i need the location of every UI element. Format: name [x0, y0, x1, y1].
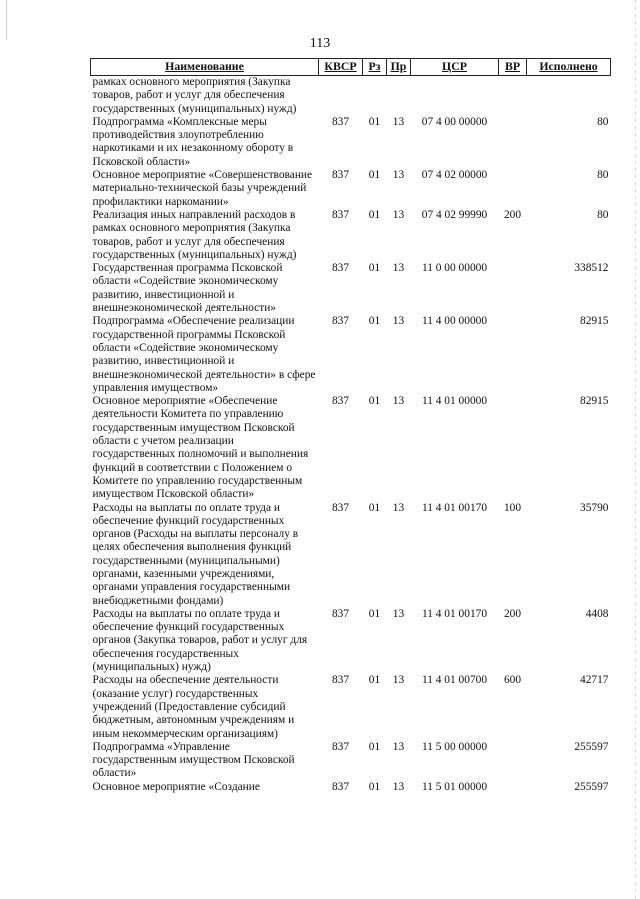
row-sum: 82915 [580, 315, 609, 328]
row-rz: 01 [368, 169, 381, 182]
row-pr: 13 [392, 208, 405, 221]
row-vr [499, 169, 527, 209]
scan-edge-right [635, 0, 636, 899]
row-sum: 4408 [585, 607, 609, 620]
row-csr: 11 0 00 00000 [421, 262, 488, 275]
row-name: Подпрограмма «Обеспечение реализации государственной программы Псковской области «Содействие экономическому развитию, инвестиционной и внешнеэкономической деятельности» в сфере управления имуществом» [92, 315, 316, 394]
row-sum: 338512 [574, 262, 609, 275]
row-pr: 13 [392, 315, 405, 328]
row-name: Подпрограмма «Комплексные меры противодействия злоупотреблению наркотиками и их незаконному обороту в Псковской области» [92, 115, 294, 168]
row-kvsr: 837 [331, 501, 350, 514]
header-sum: Исполнено [527, 59, 611, 76]
row-pr: 13 [392, 740, 405, 753]
row-vr [499, 76, 527, 116]
row-csr: 11 4 01 00000 [421, 395, 488, 408]
scan-edge-left [6, 0, 7, 40]
row-rz: 01 [368, 395, 381, 408]
header-vr: ВР [499, 59, 527, 76]
row-csr: 07 4 00 00000 [421, 115, 488, 128]
table-row [91, 674, 611, 740]
row-csr: 11 5 00 00000 [421, 740, 488, 753]
row-sum: 80 [597, 169, 609, 182]
row-pr: 13 [392, 262, 405, 275]
row-vr [499, 741, 527, 781]
row-vr: 200 [503, 607, 522, 620]
row-sum: 255597 [574, 780, 609, 793]
header-kvsr: КВСР [319, 59, 363, 76]
row-csr: 11 4 01 00170 [421, 501, 488, 514]
row-csr: 11 4 01 00170 [421, 607, 488, 620]
table-row [91, 315, 611, 395]
row-pr: 13 [392, 780, 405, 793]
row-csr: 07 4 02 99990 [421, 208, 488, 221]
row-kvsr: 837 [331, 262, 350, 275]
row-vr [499, 781, 527, 794]
row-pr: 13 [392, 395, 405, 408]
row-pr: 13 [392, 169, 405, 182]
row-vr [499, 395, 527, 501]
row-rz: 01 [368, 780, 381, 793]
row-vr [499, 262, 527, 315]
table-row [91, 262, 611, 315]
row-kvsr: 837 [331, 315, 350, 328]
row-name: Основное мероприятие «Совершенствование материально-технической базы учреждений профилактики наркомании» [92, 169, 313, 208]
row-name: Расходы на обеспечение деятельности (оказание услуг) государственных учреждений (Предоставление субсидий бюджетным, автономным учреждениям и иным некоммерческим организациям) [92, 674, 295, 740]
row-sum: 42717 [580, 674, 609, 687]
row-pr: 13 [392, 115, 405, 128]
row-kvsr: 837 [331, 607, 350, 620]
table-row [91, 395, 611, 501]
row-csr: 11 5 01 00000 [421, 780, 488, 793]
table-row [91, 781, 611, 794]
header-pr: Пр [387, 59, 411, 76]
row-kvsr: 837 [331, 115, 350, 128]
row-sum: 80 [597, 208, 609, 221]
header-csr: ЦСР [411, 59, 499, 76]
row-rz: 01 [368, 607, 381, 620]
row-rz: 01 [368, 315, 381, 328]
row-sum [527, 76, 611, 116]
row-name: Реализация иных направлений расходов в рамках основного мероприятия (Закупка товаров, работ и услуг для обеспечения государственных (муниципальных) нужд) [92, 208, 297, 261]
row-kvsr: 837 [331, 208, 350, 221]
row-pr: 13 [392, 607, 405, 620]
row-rz [363, 76, 387, 116]
row-rz: 01 [368, 262, 381, 275]
table-row [91, 116, 611, 169]
header-name: Наименование [91, 59, 319, 76]
row-vr [499, 315, 527, 395]
row-rz: 01 [368, 115, 381, 128]
row-name: Основное мероприятие «Создание [92, 780, 260, 793]
row-sum: 35790 [580, 501, 609, 514]
row-pr: 13 [392, 501, 405, 514]
row-vr [499, 116, 527, 169]
table-row [91, 741, 611, 781]
row-sum: 82915 [580, 395, 609, 408]
row-pr [387, 76, 411, 116]
row-csr [411, 76, 499, 116]
row-name: Подпрограмма «Управление государственным имуществом Псковской области» [92, 740, 295, 780]
row-kvsr: 837 [331, 169, 350, 182]
row-name: рамках основного мероприятия (Закупка товаров, работ и услуг для обеспечения государственных (муниципальных) нужд) [92, 76, 297, 115]
row-rz: 01 [368, 208, 381, 221]
table-row [91, 169, 611, 209]
row-kvsr: 837 [331, 674, 350, 687]
row-kvsr: 837 [331, 395, 350, 408]
row-vr: 200 [503, 208, 522, 221]
page-number: 113 [309, 36, 331, 51]
row-name: Государственная программа Псковской области «Содействие экономическому развитию, инвестиционной и внешнеэкономической деятельности» [92, 262, 283, 315]
row-name: Расходы на выплаты по оплате труда и обеспечение функций государственных органов (Закупка товаров, работ и услуг для обеспечения государственных (муниципальных) нужд) [92, 607, 308, 674]
table-row [91, 502, 611, 608]
row-pr: 13 [392, 674, 405, 687]
row-rz: 01 [368, 501, 381, 514]
row-kvsr: 837 [331, 780, 350, 793]
row-kvsr: 837 [331, 740, 350, 753]
row-rz: 01 [368, 740, 381, 753]
budget-table [90, 58, 611, 794]
row-name: Основное мероприятие «Обеспечение деятельности Комитета по управлению государственным имуществом Псковской области с учетом реализации государственных полномочий и выполнения функций в соответствии с Положением о Комитете по управлению государственным имуществом Псковской области» [92, 395, 309, 501]
table-row [91, 209, 611, 262]
row-csr: 11 4 00 00000 [421, 315, 488, 328]
row-vr: 600 [503, 674, 522, 687]
table-body [91, 76, 611, 795]
row-rz: 01 [368, 674, 381, 687]
row-csr: 11 4 01 00700 [421, 674, 488, 687]
row-kvsr [319, 76, 363, 116]
table-row [91, 608, 611, 674]
row-vr: 100 [503, 501, 522, 514]
row-sum: 80 [597, 115, 609, 128]
row-sum: 255597 [574, 740, 609, 753]
table-row [91, 76, 611, 116]
header-rz: Рз [363, 59, 387, 76]
row-name: Расходы на выплаты по оплате труда и обеспечение функций государственных органов (Расходы на выплаты персоналу в целях обеспечения выполнения функций государственными (муниципальными) органами, казенными учреждениями, органами управления государственными внебюджетными фондами) [92, 501, 299, 607]
table-header-row [91, 59, 611, 76]
row-csr: 07 4 02 00000 [421, 169, 488, 182]
